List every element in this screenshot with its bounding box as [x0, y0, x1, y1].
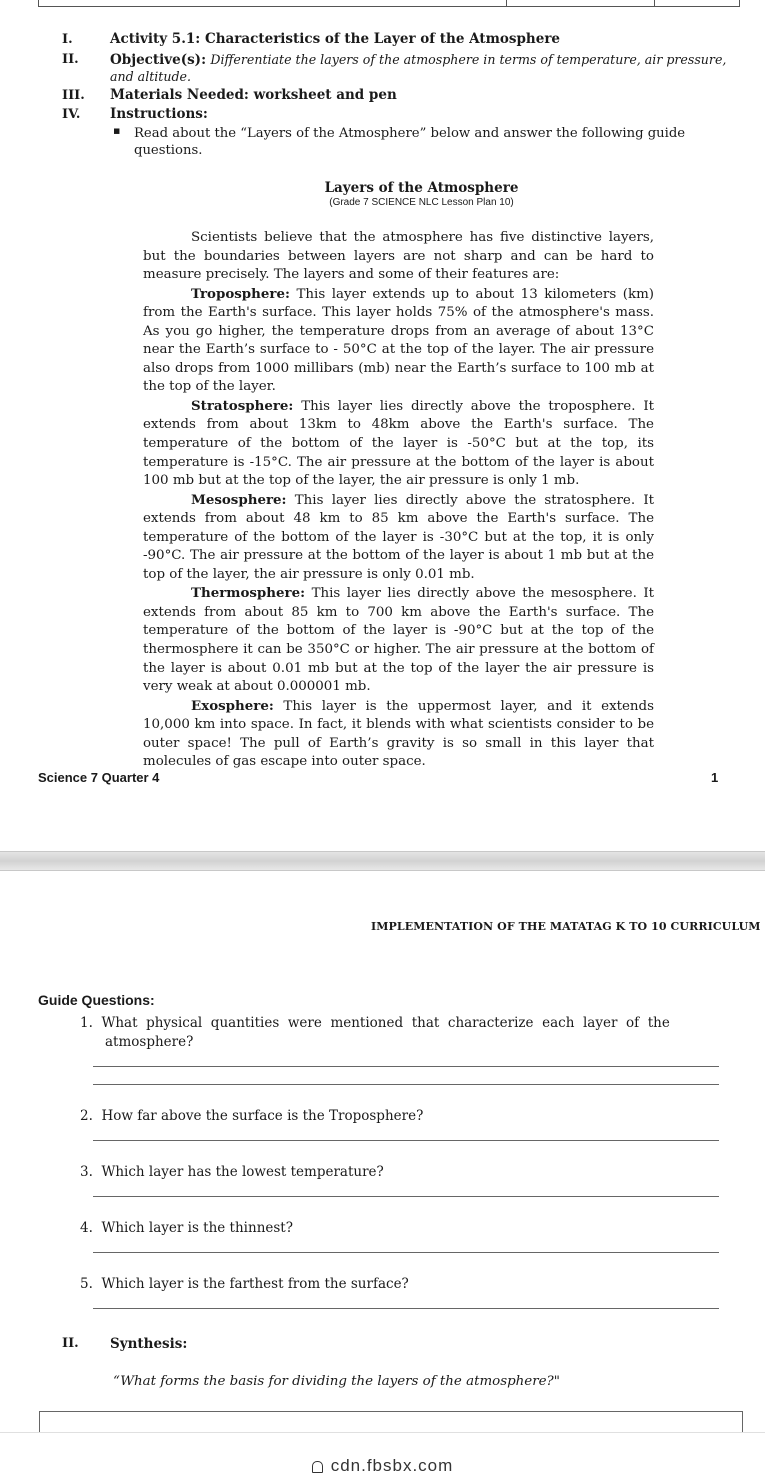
section-numeral-1: I. — [62, 32, 73, 47]
layer-troposphere: Troposphere: This layer extends up to about 13 kilometers (km) from the Earth's surface. This layer holds 75% of the atmosphere's mass. As you go higher, the temperature drops from an average of about 13°C near the Earth’s surface to - 50°C at the top of the layer. The air pressure also drops from 1000 millibars (mb) near the Earth’s surface to 100 mb at the top of the layer. — [143, 285, 654, 395]
page-number: 1 — [711, 770, 719, 785]
page-separator — [0, 851, 765, 871]
layer-thermosphere: Thermosphere: This layer lies directly above the mesosphere. It extends from about 85 km to 700 km above the Earth's surface. The temperature of the bottom of the layer is -90°C but at the top of the thermosphere it can be 350°C or higher. The air pressure at the bottom of the layer is about 0.01 mb but at the top of the layer the air pressure is very weak at about 0.000001 mb. — [143, 585, 654, 695]
answer-line-3[interactable] — [93, 1196, 719, 1197]
answer-line-1b[interactable] — [93, 1084, 719, 1085]
lock-icon — [312, 1461, 323, 1473]
activity-title: Activity 5.1: Characteristics of the Layer of the Atmosphere — [110, 31, 561, 47]
guide-questions-title: Guide Questions: — [38, 992, 155, 1008]
answer-line-4[interactable] — [93, 1252, 719, 1253]
footer-label: Science 7 Quarter 4 — [38, 770, 160, 785]
instructions-text-1: Read about the “Layers of the Atmosphere” below and answer the following guide — [134, 126, 686, 141]
curriculum-header: IMPLEMENTATION OF THE MATATAG K TO 10 CURRICULUM — [371, 920, 761, 933]
question-1-line-1: 1. What physical quantities were mentioned that characterize each layer of the — [80, 1015, 670, 1031]
objective-text-2: and altitude. — [110, 69, 191, 84]
section-numeral-3: III. — [62, 88, 85, 103]
article-intro: Scientists believe that the atmosphere has five distinctive layers, but the boundaries between layers are not sharp and can be hard to measure precisely. The layers and some of their features are: — [143, 230, 654, 283]
article-title: Layers of the Atmosphere — [324, 180, 519, 196]
section-numeral-4: IV. — [62, 107, 81, 122]
bullet-icon: ▪ — [113, 124, 121, 137]
question-3: 3. Which layer has the lowest temperature? — [80, 1164, 384, 1180]
materials-needed: Materials Needed: worksheet and pen — [110, 87, 397, 103]
synthesis-label: Synthesis: — [110, 1336, 188, 1352]
url-text[interactable]: cdn.fbsbx.com — [0, 1456, 765, 1476]
answer-line-5[interactable] — [93, 1308, 719, 1309]
question-5: 5. Which layer is the farthest from the surface? — [80, 1276, 409, 1292]
synthesis-question: “What forms the basis for dividing the layers of the atmosphere?" — [113, 1374, 560, 1389]
question-4: 4. Which layer is the thinnest? — [80, 1220, 293, 1236]
answer-line-1a[interactable] — [93, 1066, 719, 1067]
article-body — [143, 229, 654, 772]
question-2: 2. How far above the surface is the Troposphere? — [80, 1108, 424, 1124]
instructions-label: Instructions: — [110, 106, 208, 122]
instructions-text-2: questions. — [134, 143, 203, 158]
answer-line-2[interactable] — [93, 1140, 719, 1141]
objective — [110, 51, 730, 69]
layer-mesosphere: Mesosphere: This layer lies directly above the stratosphere. It extends from about 48 km to 85 km above the Earth's surface. The temperature of the bottom of the layer is -30°C but at the top, it is only -90°C. The air pressure at the bottom of the layer is about 1 mb but at the top of the layer, the air pressure is only 0.01 mb. — [143, 491, 654, 582]
layer-exosphere: Exosphere: This layer is the uppermost layer, and it extends 10,000 km into space. In fact, it blends with what scientists consider to be outer space! The pull of Earth’s gravity is so small in this layer that molecules of gas escape into outer space. — [143, 697, 654, 770]
question-1-line-2: atmosphere? — [105, 1034, 194, 1050]
synthesis-numeral: II. — [62, 1336, 79, 1351]
layer-stratosphere: Stratosphere: This layer lies directly above the troposphere. It extends from about 13km to 48km above the Earth's surface. The temperature of the bottom of the layer is -50°C but at the top, its temperature is -15°C. The air pressure at the bottom of the layer is about 100 mb but at the top of the layer, the air pressure is only 1 mb. — [143, 397, 654, 489]
header-table-edge — [38, 0, 740, 7]
objective-label: Objective(s): — [110, 52, 207, 68]
objective-text-1: Differentiate the layers of the atmosphere in terms of temperature, air pressure, — [210, 52, 727, 67]
article-subtitle: (Grade 7 SCIENCE NLC Lesson Plan 10) — [329, 197, 514, 208]
section-numeral-2: II. — [62, 52, 79, 67]
